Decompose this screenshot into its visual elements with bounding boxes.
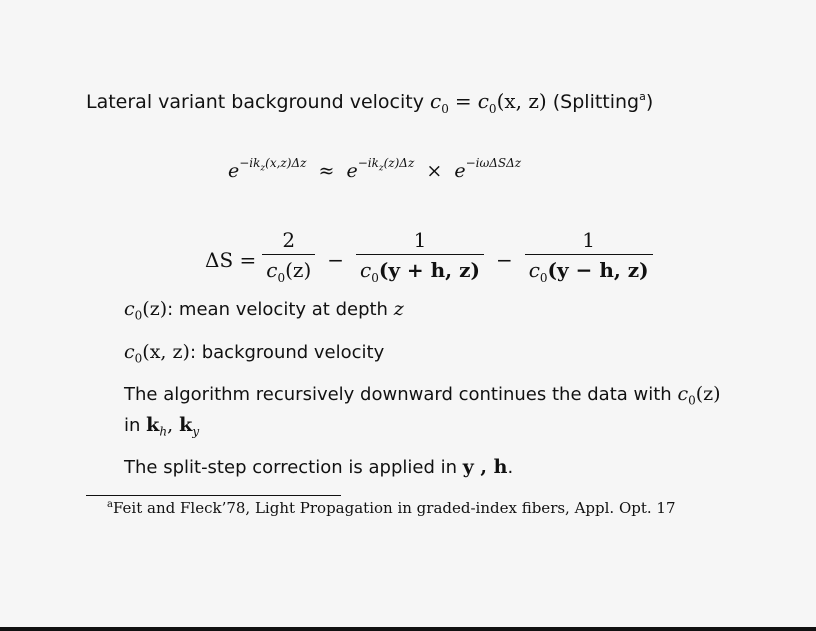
definition-background-velocity: $c_0(x$, z): background velocity (124, 341, 385, 366)
title-equals: = (454, 89, 472, 113)
delta-s-lhs: ΔS = (205, 247, 257, 272)
equation-exponential: $e^{-ik_z(x,z)\Delta z} \approx e^{-ik_z(z)\Delta z} \times e^{-i\omega\Delta S\Delta z}$ (228, 156, 522, 182)
definition-mean-velocity: $c_0(z)$: mean velocity at depth z (124, 298, 404, 323)
bottom-border (0, 627, 816, 631)
title-c0: $c_0$ (430, 89, 449, 116)
title-splitting: (Splitting$^a$) (552, 90, 654, 113)
footnote-marker: a (639, 90, 646, 103)
title-c0-rhs: $c_0$ (477, 89, 497, 116)
fraction-2: $\frac{1}{c_0(y + h, z)}$ (356, 228, 484, 291)
split-step-correction: The split-step correction is applied in y , h. (124, 456, 514, 478)
fraction-1: $\frac{2}{c_0(z)}$ (262, 228, 315, 291)
algorithm-description-line2: in $k_h$, $k_y$ (124, 414, 200, 439)
footnote-divider (86, 495, 341, 496)
title-c0-args: (x, z) (496, 89, 547, 113)
slide-title (86, 89, 653, 116)
fraction-3: $\frac{1}{c_0(y - h, z)}$ (525, 228, 653, 291)
equation-delta-s: ΔS = $\frac{2}{c_0(z)}$ − $\frac{1}{c_0(y + h, z)}$ − $\frac{1}{c_0(y - h, z)}$ (205, 228, 659, 291)
algorithm-description-line1: The algorithm recursively downward continues the data with $c_0(z)$ (124, 383, 721, 408)
footnote: $^a$Feit and Fleck’78, Light Propagation in graded-index fibers, Appl. Opt. 17 (107, 499, 676, 517)
title-text: Lateral variant background velocity (86, 91, 424, 113)
